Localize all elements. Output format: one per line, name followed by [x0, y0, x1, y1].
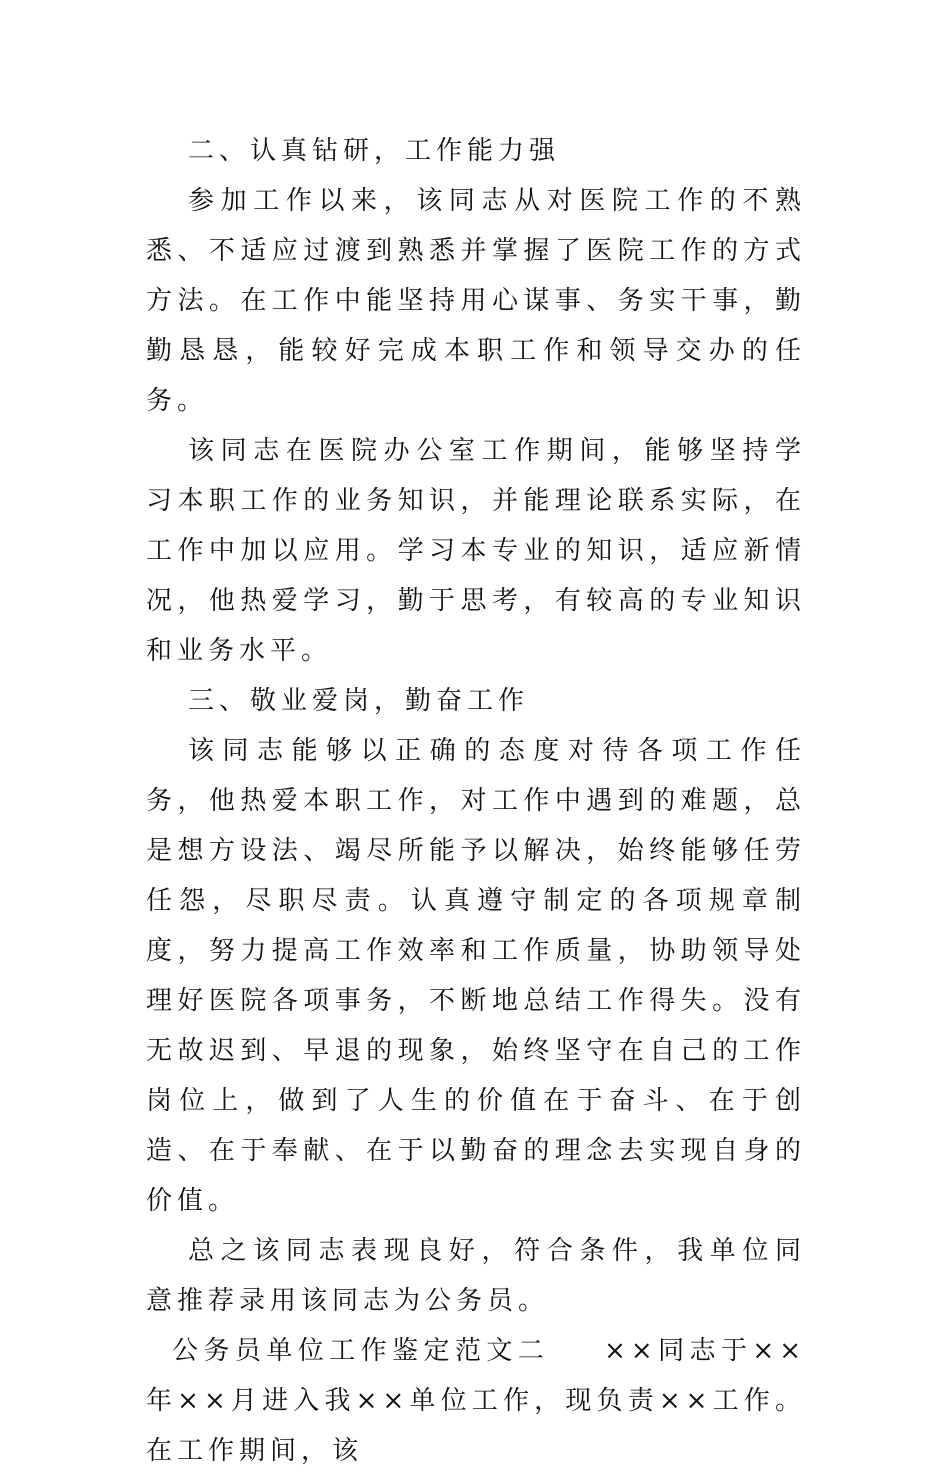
section-3-heading: 三、敬业爱岗，勤奋工作 [188, 686, 530, 716]
section-2-heading: 二、认真钻研，工作能力强 [188, 136, 561, 166]
section-2-paragraph-1: 参加工作以来，该同志从对医院工作的不熟悉、不适应过渡到熟悉并掌握了医院工作的方式方法。在工作中能坚持用心谋事、务实干事，勤勤恳恳，能较好完成本职工作和领导交办的任务。 [146, 186, 806, 416]
conclusion-paragraph: 总之该同志表现良好，符合条件，我单位同意推荐录用该同志为公务员。 [146, 1236, 806, 1316]
document-page [146, 126, 806, 1476]
sample-2-paragraph: 公务员单位工作鉴定范文二 ××同志于××年××月进入我××单位工作，现负责××工作。在工作期间，该 [146, 1336, 806, 1466]
section-3-paragraph-1: 该同志能够以正确的态度对待各项工作任务，他热爱本职工作，对工作中遇到的难题，总是想方设法、竭尽所能予以解决，始终能够任劳任怨，尽职尽责。认真遵守制定的各项规章制度，努力提高工作效率和工作质量，协助领导处理好医院各项事务，不断地总结工作得失。没有无故迟到、早退的现象，始终坚守在自己的工作岗位上，做到了人生的价值在于奋斗、在于创造、在于奉献、在于以勤奋的理念去实现自身的价值。 [146, 736, 806, 1216]
section-2-paragraph-2: 该同志在医院办公室工作期间，能够坚持学习本职工作的业务知识，并能理论联系实际，在工作中加以应用。学习本专业的知识，适应新情况，他热爱学习，勤于思考，有较高的专业知识和业务水平。 [146, 436, 806, 666]
